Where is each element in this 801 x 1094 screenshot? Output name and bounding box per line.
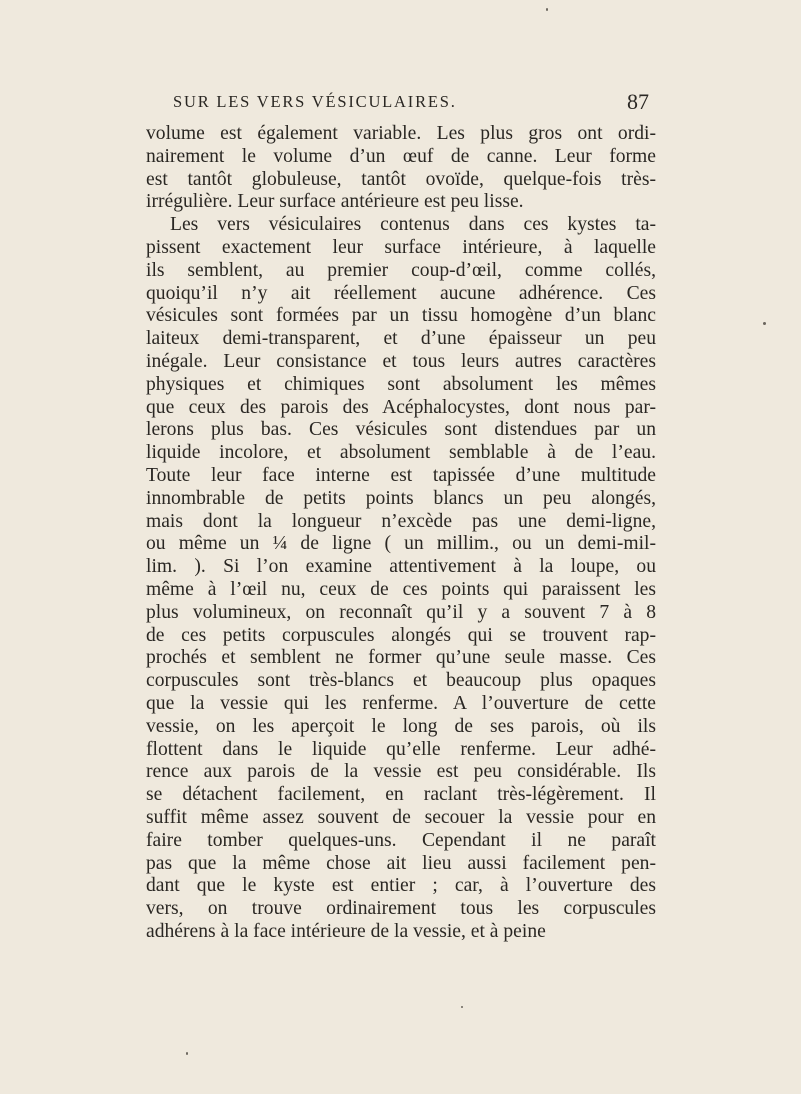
text-line: Toute leur face interne est tapissée d’une multitude — [146, 464, 656, 486]
text-line: que ceux des parois des Acéphalocystes, dont nous par- — [146, 396, 656, 418]
text-line: plus volumineux, on reconnaît qu’il y a souvent 7 à 8 — [146, 601, 656, 623]
specks — [461, 1006, 463, 1008]
text-line: est tantôt globuleuse, tantôt ovoïde, quelque-fois très- — [146, 168, 656, 190]
page-number: 87 — [627, 89, 649, 114]
text-line: inégale. Leur consistance et tous leurs autres caractères — [146, 350, 656, 372]
text-line: vers, on trouve ordinairement tous les corpuscules — [146, 898, 656, 920]
text-line: que la vessie qui les renferme. A l’ouverture de cette — [146, 692, 656, 714]
text-line: laiteux demi-transparent, et d’une épaisseur un peu — [146, 328, 656, 350]
text-line: innombrable de petits points blancs un peu alongés, — [146, 487, 656, 509]
text-line: pissent exactement leur surface intérieure, à laquelle — [146, 236, 656, 258]
body-text — [146, 123, 656, 944]
text-line: liquide incolore, et absolument semblable à de l’eau. — [146, 442, 656, 464]
text-line: suffit même assez souvent de secouer la vessie pour en — [146, 806, 656, 828]
text-line: dant que le kyste est entier ; car, à l’ouverture des — [146, 875, 656, 897]
specks — [546, 8, 548, 11]
text-line: se détachent facilement, en raclant très-légèrement. Il — [146, 784, 656, 806]
text-line: flottent dans le liquide qu’elle renferme. Leur adhé- — [146, 738, 656, 760]
text-line: ou même un ¼ de ligne ( un millim., ou un demi-mil- — [146, 533, 656, 555]
text-line: pas que la même chose ait lieu aussi facilement pen- — [146, 852, 656, 874]
text-line: vésicules sont formées par un tissu homogène d’un blanc — [146, 305, 656, 327]
text-line: mais dont la longueur n’excède pas une demi-ligne, — [146, 510, 656, 532]
text-line: adhérens à la face intérieure de la vessie, et à peine — [146, 920, 546, 942]
text-line: lerons plus bas. Ces vésicules sont distendues par un — [146, 419, 656, 441]
text-line: volume est également variable. Les plus gros ont ordi- — [146, 123, 656, 144]
text-line: nairement le volume d’un œuf de canne. Leur forme — [146, 145, 656, 167]
text-line: physiques et chimiques sont absolument les mêmes — [146, 373, 656, 395]
text-line: vessie, on les aperçoit le long de ses parois, où ils — [146, 715, 656, 737]
text-line: de ces petits corpuscules alongés qui se trouvent rap- — [146, 624, 656, 646]
text-line: corpuscules sont très-blancs et beaucoup plus opaques — [146, 670, 656, 692]
text-line: ils semblent, au premier coup-d’œil, comme collés, — [146, 259, 656, 281]
text-line: Les vers vésiculaires contenus dans ces kystes ta- — [170, 214, 656, 236]
text-line: faire tomber quelques-uns. Cependant il ne paraît — [146, 829, 656, 851]
running-title: SUR LES VERS VÉSICULAIRES. — [173, 92, 457, 111]
text-line: irrégulière. Leur surface antérieure est peu lisse. — [146, 191, 524, 213]
text-line: quoiqu’il n’y ait réellement aucune adhérence. Ces — [146, 282, 656, 304]
text-line: même à l’œil nu, ceux de ces points qui paraissent les — [146, 578, 656, 600]
running-header — [169, 88, 649, 116]
text-line: rence aux parois de la vessie est peu considérable. Ils — [146, 761, 656, 783]
specks — [186, 1052, 188, 1055]
specks — [763, 322, 766, 325]
text-line: prochés et semblent ne former qu’une seule masse. Ces — [146, 647, 656, 669]
text-line: lim. ). Si l’on examine attentivement à la loupe, ou — [146, 556, 656, 578]
